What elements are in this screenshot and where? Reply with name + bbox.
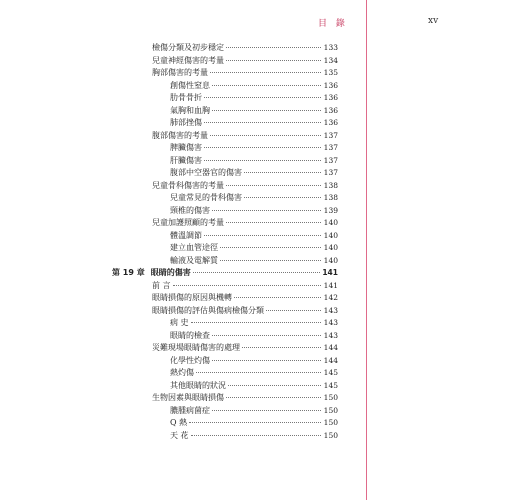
toc-page-number: 133 <box>323 43 338 52</box>
toc-dot-leader <box>266 310 321 311</box>
toc-entry-title: 眼睛的傷害 <box>150 268 191 277</box>
toc-page-number: 139 <box>323 205 338 215</box>
toc-dot-leader <box>173 285 321 286</box>
toc-entry-title: 體溫調節 <box>170 230 202 240</box>
toc-chapter-heading[interactable] <box>112 267 338 280</box>
toc-entry-title: 病 史 <box>170 318 189 327</box>
toc-entry-title: 災難現場眼睛傷害的處理 <box>152 343 240 352</box>
toc-page-number: 141 <box>322 268 338 277</box>
toc-entry-title: 腹部中空器官的傷害 <box>170 168 242 177</box>
toc-dot-leader <box>204 235 321 236</box>
toc-dot-leader <box>193 272 321 273</box>
toc-entry-title: 天 花 <box>170 430 189 440</box>
toc-entry-title: 肝臟傷害 <box>170 155 202 165</box>
toc-page-number: 145 <box>323 380 338 390</box>
toc-dot-leader <box>210 135 321 136</box>
toc-dot-leader <box>204 97 321 98</box>
toc-entry-title: 肺部挫傷 <box>170 118 202 127</box>
toc-entry-title: 創傷性窒息 <box>170 80 210 90</box>
toc-page-number: 150 <box>323 430 338 440</box>
toc-entry[interactable] <box>112 305 338 318</box>
toc-entry-title: 其他眼睛的狀況 <box>170 380 226 390</box>
toc-dot-leader <box>210 72 321 73</box>
toc-entry-title: 脾臟傷害 <box>170 143 202 152</box>
toc-entry[interactable] <box>112 417 338 430</box>
toc-entry-title: 胸部傷害的考量 <box>152 68 208 77</box>
toc-entry-title: 頸椎的傷害 <box>170 205 210 215</box>
toc-entry[interactable] <box>112 405 338 418</box>
toc-page-number: 144 <box>323 355 338 365</box>
toc-dot-leader <box>244 197 321 198</box>
toc-dot-leader <box>204 122 321 123</box>
toc-dot-leader <box>191 322 321 323</box>
toc-dot-leader <box>226 185 321 186</box>
toc-entry[interactable] <box>112 392 338 405</box>
toc-entry-title: 化學性灼傷 <box>170 355 210 365</box>
toc-dot-leader <box>226 60 321 61</box>
toc-entry[interactable] <box>112 117 338 130</box>
toc-entry[interactable] <box>112 67 338 80</box>
toc-entry[interactable] <box>112 92 338 105</box>
toc-dot-leader <box>226 397 321 398</box>
toc-page-number: 138 <box>323 193 338 202</box>
toc-entry-title: 肋骨骨折 <box>170 93 202 102</box>
toc-entry[interactable] <box>112 367 338 380</box>
toc-entry-title: 熱灼傷 <box>170 368 194 377</box>
toc-dot-leader <box>234 297 321 298</box>
toc-chapter-number: 第 19 章 <box>112 268 145 277</box>
toc-entry-title: 兒童骨科傷害的考量 <box>152 180 224 190</box>
toc-dot-leader <box>220 247 321 248</box>
page-number: xv <box>428 16 439 26</box>
toc-dot-leader <box>220 260 321 261</box>
toc-dot-leader <box>226 222 321 223</box>
toc-page-number: 150 <box>323 393 338 402</box>
toc-page-number: 150 <box>323 418 338 427</box>
toc-page-number: 143 <box>323 318 338 327</box>
toc-entry-title: 前 言 <box>152 280 171 290</box>
toc-entry[interactable] <box>112 105 338 118</box>
toc-entry[interactable] <box>112 142 338 155</box>
page-gutter-line <box>366 0 367 500</box>
toc-dot-leader <box>212 210 321 211</box>
toc-entry[interactable] <box>112 380 338 393</box>
running-title: 目 錄 <box>318 19 348 29</box>
toc-page-number: 137 <box>323 168 338 177</box>
toc-entry-title: 生物因素與眼睛損傷 <box>152 393 224 402</box>
toc-entry-title: 兒童神經傷害的考量 <box>152 55 224 65</box>
toc-entry[interactable] <box>112 80 338 93</box>
toc-page-number: 143 <box>323 305 338 315</box>
toc-dot-leader <box>212 335 321 336</box>
toc-entry-title: 檢傷分類及初步穩定 <box>152 43 224 52</box>
toc-entry[interactable] <box>112 280 338 293</box>
toc-entry[interactable] <box>112 242 338 255</box>
toc-entry[interactable] <box>112 155 338 168</box>
toc-dot-leader <box>196 372 321 373</box>
toc-entry[interactable] <box>112 355 338 368</box>
toc-page-number: 138 <box>323 180 338 190</box>
toc-entry[interactable] <box>112 292 338 305</box>
toc-entry[interactable] <box>112 317 338 330</box>
toc-entry-title: 眼睛損傷的評估與傷病檢傷分類 <box>152 305 264 315</box>
toc-page-number: 136 <box>323 93 338 102</box>
toc-entry-title: Q 熱 <box>170 418 188 427</box>
toc-dot-leader <box>226 47 321 48</box>
toc-page-number: 141 <box>323 280 338 290</box>
toc-entry[interactable] <box>112 255 338 268</box>
toc-dot-leader <box>212 85 321 86</box>
toc-dot-leader <box>228 385 321 386</box>
toc-page-number: 140 <box>323 243 338 252</box>
toc-page-number: 137 <box>323 130 338 140</box>
toc-entry-title: 輸液及電解質 <box>170 255 218 265</box>
table-of-contents <box>112 42 338 442</box>
toc-entry[interactable] <box>112 330 338 343</box>
toc-entry[interactable] <box>112 230 338 243</box>
toc-page-number: 137 <box>323 143 338 152</box>
toc-page-number: 136 <box>323 80 338 90</box>
toc-dot-leader <box>204 160 321 161</box>
toc-page-number: 144 <box>323 343 338 352</box>
toc-dot-leader <box>212 110 321 111</box>
toc-dot-leader <box>212 360 321 361</box>
toc-page-number: 140 <box>323 218 338 227</box>
toc-dot-leader <box>189 422 321 423</box>
toc-entry[interactable] <box>112 167 338 180</box>
toc-entry-title: 膿腫病菌症 <box>170 405 210 415</box>
toc-dot-leader <box>242 347 321 348</box>
toc-entry-title: 氣胸和血胸 <box>170 105 210 115</box>
toc-dot-leader <box>204 147 321 148</box>
toc-entry-title: 眼睛損傷的原因與機轉 <box>152 293 232 302</box>
toc-page-number: 136 <box>323 105 338 115</box>
toc-entry[interactable] <box>112 42 338 55</box>
toc-page-number: 137 <box>323 155 338 165</box>
toc-entry-title: 兒童加護照顧的考量 <box>152 218 224 227</box>
toc-entry[interactable] <box>112 342 338 355</box>
toc-entry-title: 建立血管途徑 <box>170 243 218 252</box>
toc-page-number: 142 <box>323 293 338 302</box>
toc-dot-leader <box>191 435 321 436</box>
toc-page-number: 134 <box>323 55 338 65</box>
toc-entry-title: 腹部傷害的考量 <box>152 130 208 140</box>
toc-page-number: 140 <box>323 230 338 240</box>
toc-page-number: 150 <box>323 405 338 415</box>
toc-entry[interactable] <box>112 55 338 68</box>
toc-page-number: 143 <box>323 330 338 340</box>
toc-entry[interactable] <box>112 205 338 218</box>
toc-entry-title: 眼睛的檢查 <box>170 330 210 340</box>
toc-page-number: 140 <box>323 255 338 265</box>
toc-entry[interactable] <box>112 130 338 143</box>
toc-page-number: 145 <box>323 368 338 377</box>
toc-page-number: 136 <box>323 118 338 127</box>
toc-dot-leader <box>244 172 321 173</box>
toc-entry-title: 兒童常見的骨科傷害 <box>170 193 242 202</box>
toc-entry[interactable] <box>112 430 338 443</box>
toc-entry[interactable] <box>112 217 338 230</box>
toc-entry[interactable] <box>112 192 338 205</box>
toc-page-number: 135 <box>323 68 338 77</box>
toc-dot-leader <box>212 410 321 411</box>
toc-entry[interactable] <box>112 180 338 193</box>
